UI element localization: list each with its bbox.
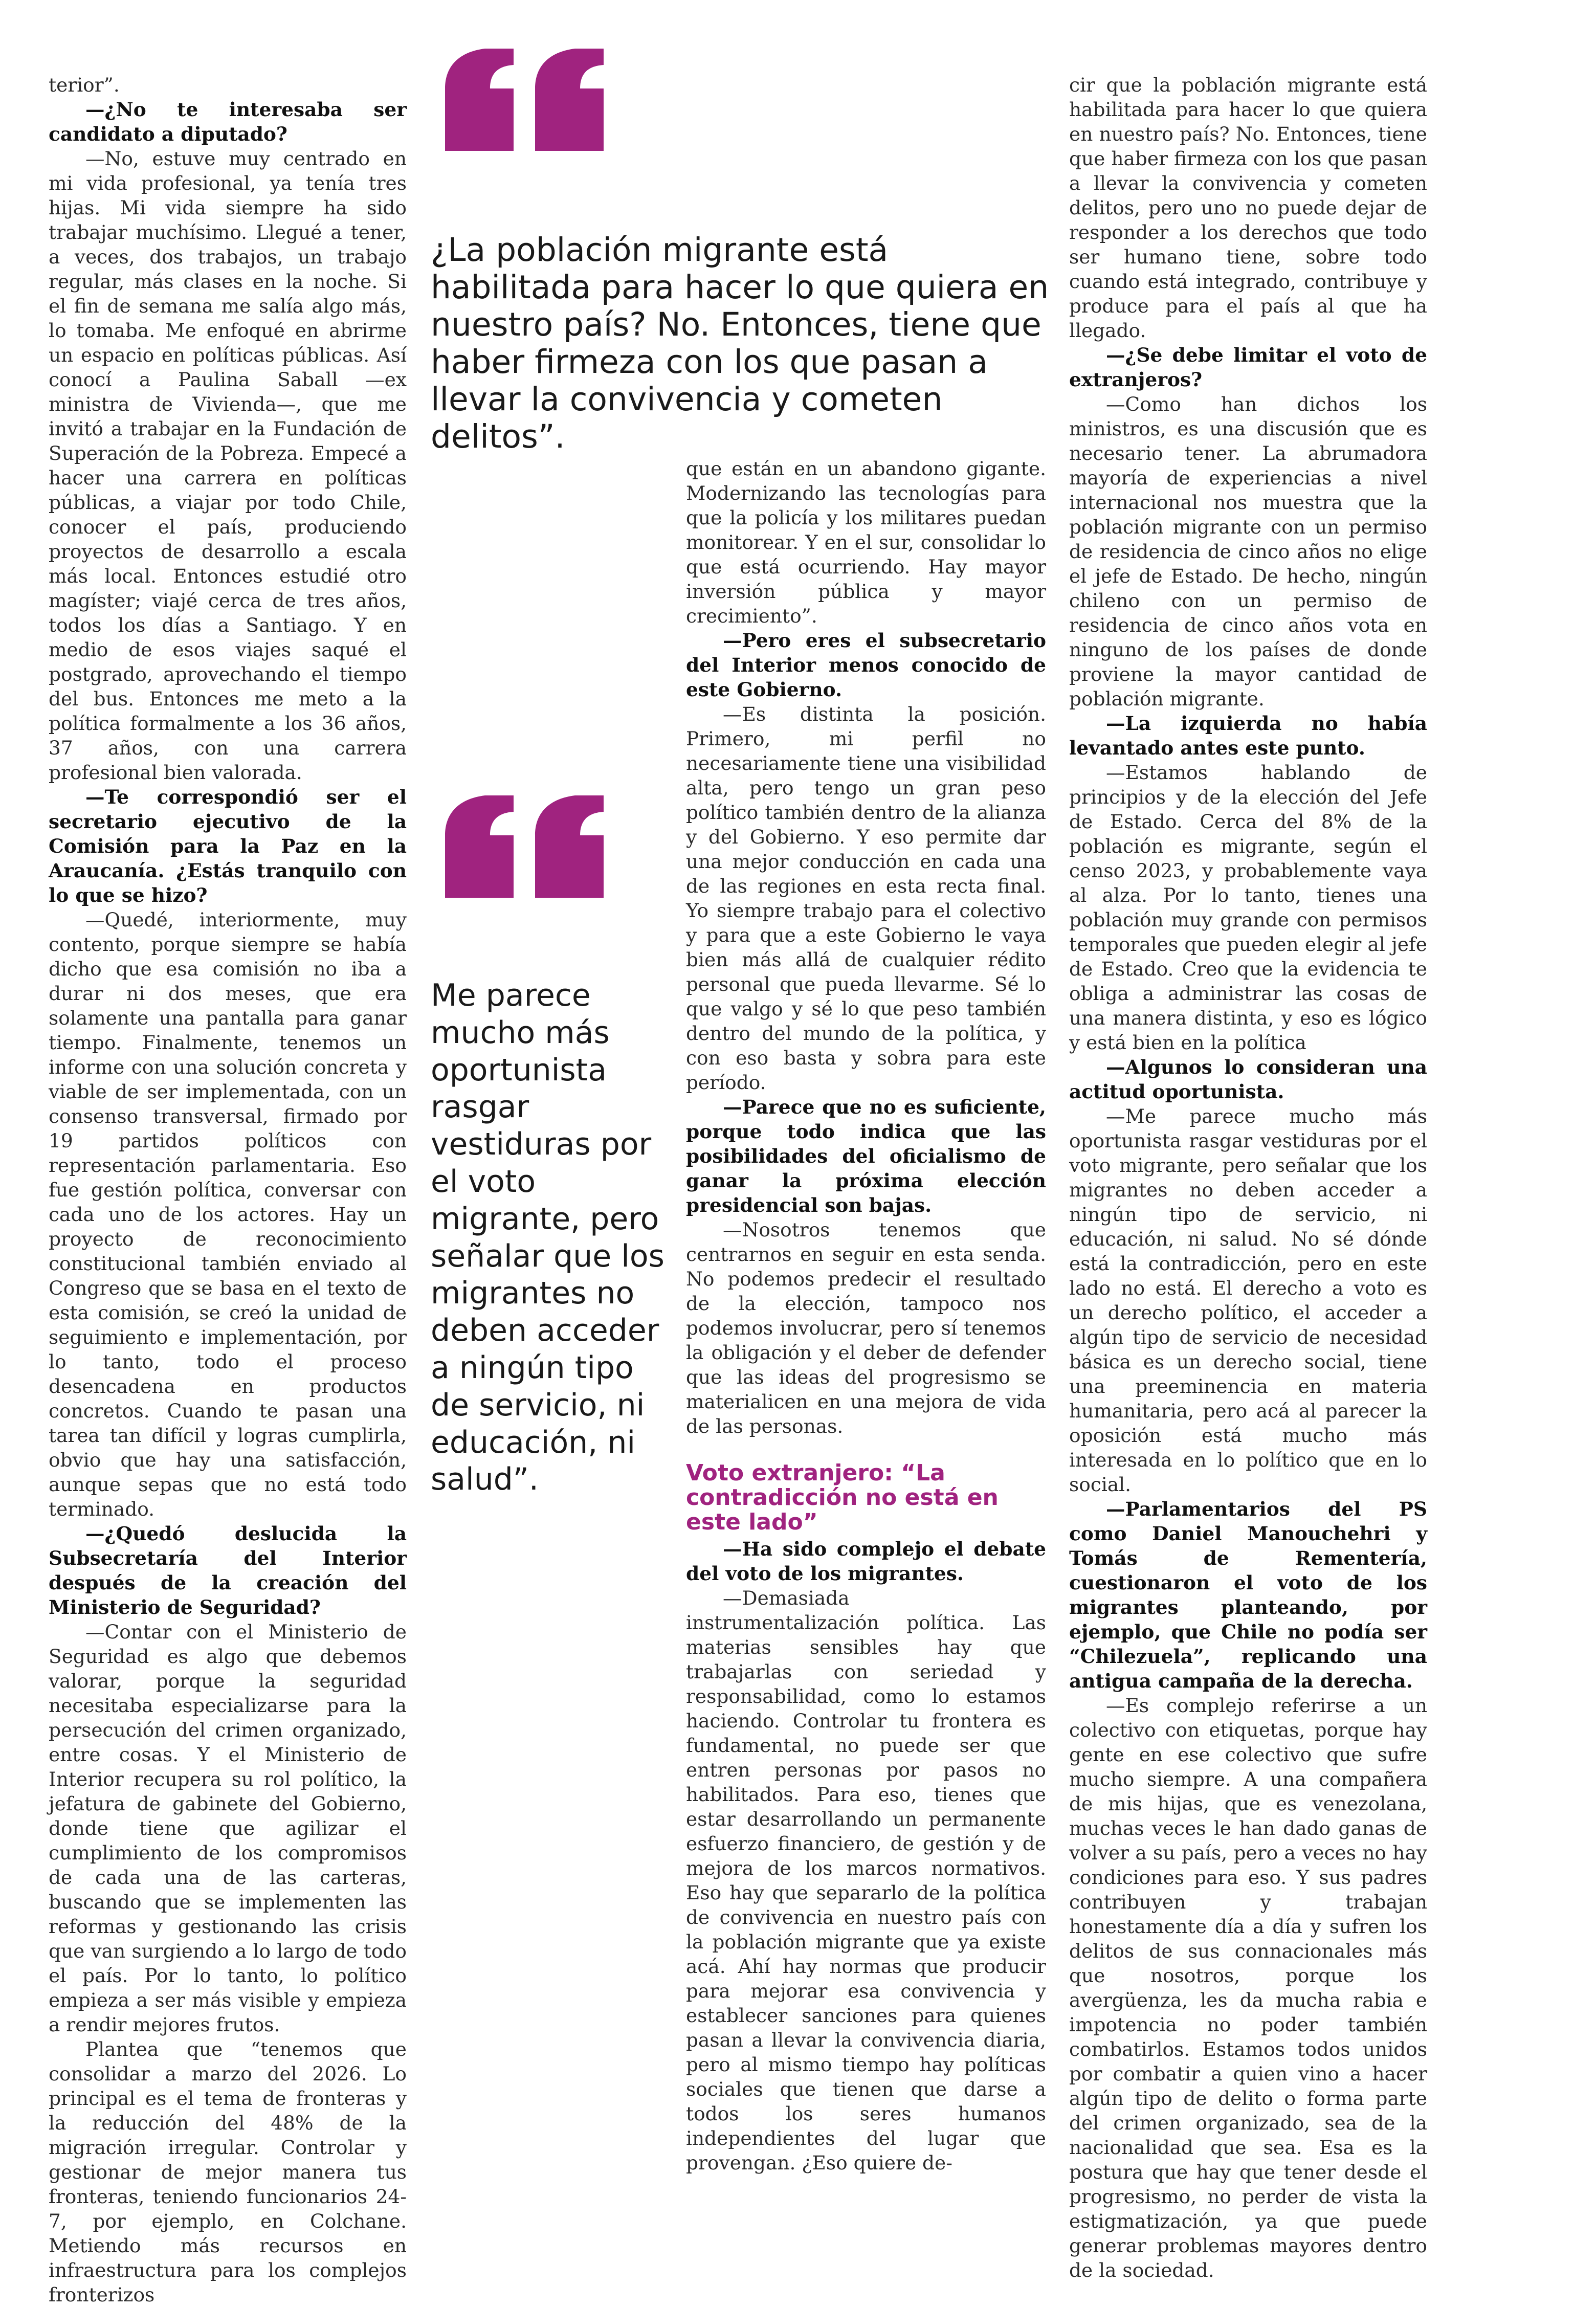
- interview-question: —Algunos lo consideran una actitud oportunista.: [1069, 1056, 1427, 1103]
- interview-question: —Te correspondió ser el secretario ejecutivo de la Comisión para la Paz en la Araucanía. ¿Estás tranquilo con lo que se hizo?: [49, 786, 407, 906]
- body-paragraph: —Estamos hablando de principios y de la elección del Jefe de Estado. Cerca del 8% de la población es migrante, según el censo 2023, y probablemente vaya al alza. Por lo tanto, tienes una población muy grande con permisos temporales que pueden elegir al jefe de Estado. Creo que la evidencia te obliga a administrar las cosas de una manera distinta, y eso es lógico y está bien en la política: [1069, 761, 1427, 1054]
- body-paragraph: —Contar con el Ministerio de Seguridad es algo que debemos valorar, porque la seguridad necesitaba especializarse para la persecución del crimen organizado, entre cosas. Y el Ministerio de Interior recupera su rol político, la jefatura de gabinete del Gobierno, donde tiene que agilizar el cumplimiento de los compromisos de cada una de las carteras, buscando que se implementen las reformas y gestionando las crisis que van surgiendo a lo largo de todo el país. Por lo tanto, lo político empieza a ser más visible y empieza a rendir mejores frutos.: [49, 1621, 407, 2036]
- body-paragraph: terior”.: [49, 74, 120, 96]
- body-paragraph: —Me parece mucho más oportunista rasgar vestiduras por el voto migrante, pero señalar que los migrantes no deben acceder a ningún tipo de servicio, ni educación, ni salud. No sé dónde está la contradicción, pero en este lado no está. El derecho a voto es un derecho político, el acceder a algún tipo de servicio de necesidad básica es un derecho social, tiene una preeminencia en materia humanitaria, pero acá al parecer la oposición está mucho más interesada en lo político que en lo social.: [1069, 1105, 1427, 1496]
- body-paragraph: que están en un abandono gigante. Modernizando las tecnologías para que la policía y los militares puedan monitorear. Y en el sur, consolidar lo que está ocurriendo. Hay mayor inversión pública y mayor crecimiento”.: [686, 457, 1046, 627]
- section-subheading: Voto extranjero: “La contradicción no está en este lado”: [686, 1460, 999, 1535]
- quote-mark-icon: [445, 795, 611, 898]
- interview-question: —Parlamentarios del PS como Daniel Manouchehri y Tomás de Rementería, cuestionaron el voto de los migrantes planteando, por ejemplo, que Chile no podía ser “Chilezuela”, replicando una antigua campaña de la derecha.: [1069, 1498, 1427, 1692]
- pull-quote-1: ¿La población migrante está habilitada para hacer lo que quiera en nuestro país? No. Entonces, tiene que haber firmeza con los que pasan a llevar la convivencia y cometen delitos”.: [431, 231, 1049, 455]
- interview-question: —La izquierda no había levantado antes este punto.: [1069, 712, 1427, 759]
- interview-question: —Ha sido complejo el debate del voto de los migrantes.: [686, 1538, 1046, 1585]
- interview-question: —¿Quedó deslucida la Subsecretaría del Interior después de la creación del Ministerio de Seguridad?: [49, 1522, 407, 1618]
- interview-question: —Parece que no es suficiente, porque todo indica que las posibilidades del oficialismo de ganar la próxima elección presidencial son bajas.: [686, 1096, 1046, 1216]
- body-paragraph: —Es complejo referirse a un colectivo con etiquetas, porque hay gente en ese colectivo que sufre mucho siempre. A una compañera de mis hijas, que es venezolana, muchas veces le han dado ganas de volver a su país, pero a veces no hay condiciones para eso. Y sus padres contribuyen y trabajan honestamente día a día y sufren los delitos de sus connacionales más que nosotros, porque los avergüenza, les da mucha rabia e impotencia no poder también combatirlos. Estamos todos unidos por combatir a quien vino a hacer algún tipo de delito o forma parte del crimen organizado, sea de la nacionalidad que sea. Esa es la postura que hay que tener desde el progresismo, no perder de vista la estigmatización, ya que puede generar problemas mayores dentro de la sociedad.: [1069, 1694, 1427, 2281]
- body-paragraph: —Demasiada instrumentalización política. Las materias sensibles hay que trabajarlas con seriedad y responsabilidad, como lo estamos haciendo. Controlar tu frontera es fundamental, no puede ser que entren personas por pasos no habilitados. Para eso, tienes que estar desarrollando un permanente esfuerzo financiero, de gestión y de mejora de los marcos normativos. Eso hay que separarlo de la política de convivencia en nuestro país con la población migrante que ya existe acá. Ahí hay normas que producir para mejorar esa convivencia y establecer sanciones para quienes pasan a llevar la convivencia diaria, pero al mismo tiempo hay políticas sociales que tienen que darse a todos los seres humanos independientes del lugar que provengan. ¿Eso quiere de-: [686, 1587, 1046, 2174]
- body-paragraph: —Como han dichos los ministros, es una discusión que es necesario tener. La abrumadora mayoría de experiencias a nivel internacional nos muestra que la población migrante con un permiso de residencia de cinco años no elige el jefe de Estado. De hecho, ningún chileno con un permiso de residencia de cinco años vota en ninguno de los países de donde proviene la mayor cantidad de población migrante.: [1069, 393, 1427, 710]
- body-paragraph: Plantea que “tenemos que consolidar a marzo del 2026. Lo principal es el tema de fronteras y la reducción del 48% de la migración irregular. Controlar y gestionar de mejor manera tus fronteras, teniendo funcionarios 24-7, por ejemplo, en Colchane. Metiendo más recursos en infraestructura para los complejos fronterizos: [49, 2038, 407, 2306]
- quote-mark-icon: [445, 49, 611, 151]
- body-paragraph: —Es distinta la posición. Primero, mi perfil no necesariamente tiene una visibilidad alta, pero tengo un gran peso político también dentro de la alianza y del Gobierno. Y eso permite dar una mejor conducción en cada una de las regiones en esta recta final. Yo siempre trabajo para el colectivo y para que a este Gobierno le vaya bien más allá de cualquier rédito personal que pueda llevarme. Sé lo que valgo y sé lo que peso también dentro del mundo de la política, y con eso basta y sobra para este período.: [686, 703, 1046, 1094]
- body-paragraph: cir que la población migrante está habilitada para hacer lo que quiera en nuestro país? No. Entonces, tiene que haber firmeza con los que pasan a llevar la convivencia y cometen delitos, pero uno no puede dejar de responder a los derechos que todo ser humano tiene, sobre todo cuando está integrado, contribuye y produce para el país al que ha llegado.: [1069, 74, 1427, 342]
- pull-quote-2: Me parece mucho más oportunista rasgar vestiduras por el voto migrante, pero señalar que los migrantes no deben acceder a ningún tipo de servicio, ni educación, ni salud”.: [431, 978, 664, 1498]
- body-paragraph: —No, estuve muy centrado en mi vida profesional, ya tenía tres hijas. Mi vida siempre ha sido trabajar muchísimo. Llegué a tener, a veces, dos trabajos, un trabajo regular, más clases en la noche. Si el fin de semana me salía algo más, lo tomaba. Me enfoqué en abrirme un espacio en políticas públicas. Así conocí a Paulina Saball —ex ministra de Vivienda—, que me invitó a trabajar en la Fundación de Superación de la Pobreza. Empecé a hacer una carrera en políticas públicas, a viajar por todo Chile, conocer el país, produciendo proyectos de desarrollo a escala más local. Entonces estudié otro magíster; viajé cerca de tres años, todos los días a Santiago. Y en medio de esos viajes saqué el postgrado, aprovechando el tiempo del bus. Entonces me meto a la política formalmente a los 36 años, 37 años, con una carrera profesional bien valorada.: [49, 147, 407, 784]
- interview-question: —¿Se debe limitar el voto de extranjeros?: [1069, 344, 1427, 391]
- interview-question: —¿No te interesaba ser candidato a diputado?: [49, 98, 407, 145]
- body-paragraph: —Quedé, interiormente, muy contento, porque siempre se había dicho que esa comisión no iba a durar ni dos meses, que era solamente una pantalla para ganar tiempo. Finalmente, tenemos un informe con una solución concreta y viable de ser implementada, con un consenso transversal, firmado por 19 partidos políticos con representación parlamentaria. Eso fue gestión política, conversar con cada uno de los actores. Hay un proyecto de reconocimiento constitucional también enviado al Congreso que se basa en el texto de esta comisión, se creó la unidad de seguimiento e implementación, por lo tanto, todo el proceso desencadena en productos concretos. Cuando te pasan una tarea tan difícil y logras cumplirla, obvio que hay una satisfacción, aunque sepas que no está todo terminado.: [49, 908, 407, 1520]
- article-column-2: [686, 456, 1046, 2175]
- body-paragraph: —Nosotros tenemos que centrarnos en seguir en esta senda. No podemos predecir el resultado de la elección, tampoco nos podemos involucrar, pero sí tenemos la obligación y el deber de defender que las ideas del progresismo se materialicen en una mejora de vida de las personas.: [686, 1218, 1046, 1437]
- interview-question: —Pero eres el subsecretario del Interior menos conocido de este Gobierno.: [686, 629, 1046, 701]
- article-column-1: [49, 73, 407, 2307]
- article-column-3: [1069, 73, 1427, 2282]
